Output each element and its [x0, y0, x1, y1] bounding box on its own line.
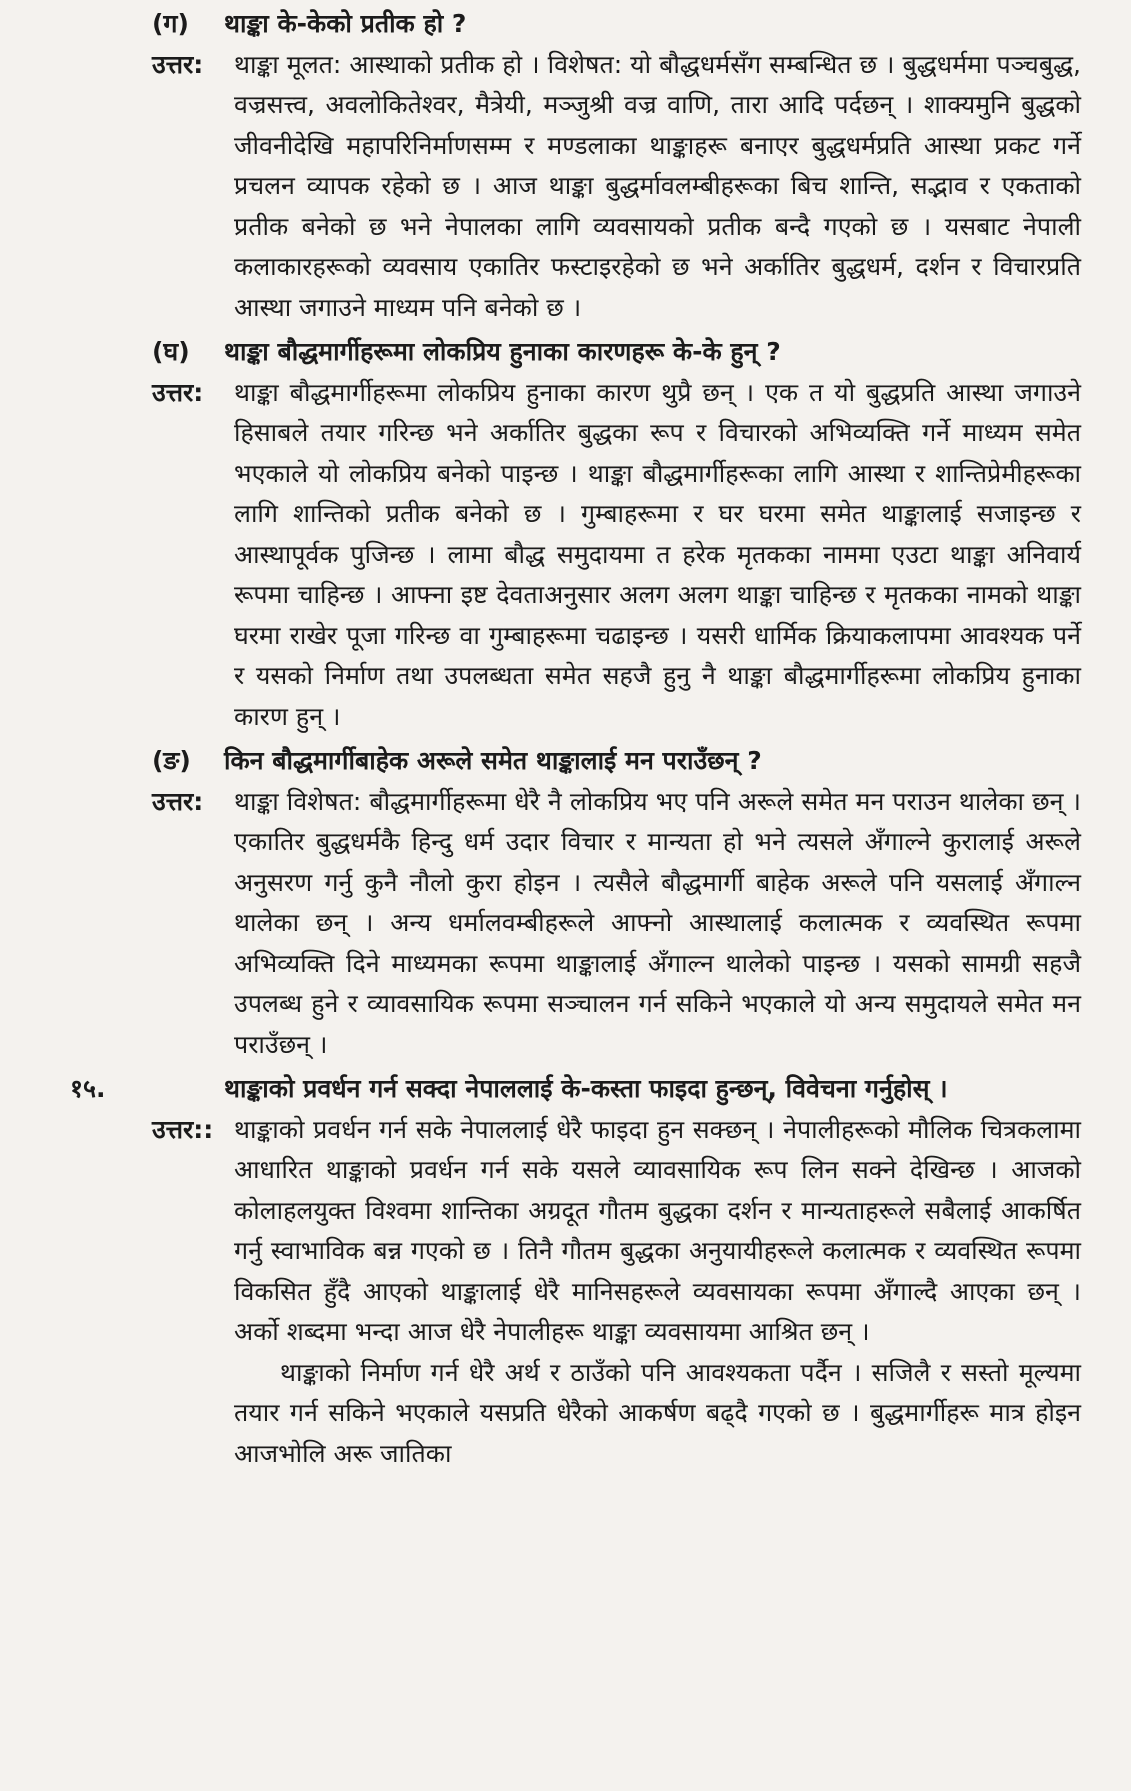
answer-text: थाङ्का बौद्धमार्गीहरूमा लोकप्रिय हुनाका कारण थुप्रै छन् । एक त यो बुद्धप्रति आस्था जगाउने हिसाबले तयार गरिन्छ भने अर्कातिर बुद्धका रूप र विचारको अभिव्यक्ति गर्ने माध्यम समेत भएकाले यो लोकप्रिय बनेको पाइन्छ । थाङ्का बौद्धमार्गीहरूका लागि आस्था र शान्तिप्रेमीहरूका लागि शान्तिको प्रतीक बनेको छ । गुम्बाहरूमा र घर घरमा समेत थाङ्कालाई सजाइन्छ र आस्थापूर्वक पुजिन्छ । लामा बौद्ध समुदायमा त हरेक मृतकका नाममा एउटा थाङ्का अनिवार्य रूपमा चाहिन्छ । आफ्ना इष्ट देवताअनुसार अलग अलग थाङ्का चाहिन्छ र मृतकका नामको थाङ्का घरमा राखेर पूजा गरिन्छ वा गुम्बाहरूमा चढाइन्छ । यसरी धार्मिक क्रियाकलापमा आवश्यक पर्ने र यसको निर्माण तथा उपलब्धता समेत सहजै हुनु नै थाङ्का बौद्धमार्गीहरूमा लोकप्रिय हुनाका कारण हुन् ।: [234, 377, 1081, 731]
qa-section-gha: [70, 332, 1081, 737]
answer-paragraph-2: थाङ्काको निर्माण गर्न धेरै अर्थ र ठाउँको पनि आवश्यकता पर्दैन । सजिलै र सस्तो मूल्यमा तयार गर्न सकिने भएकाले यसप्रति धेरैको आकर्षण बढ्दै गएको छ । बुद्धमार्गीहरू मात्र होइन आजभोलि अरू जातिका: [234, 1357, 1081, 1468]
question-label: (घ): [152, 337, 190, 366]
question-row: [70, 1069, 1081, 1110]
question-number: १५.: [70, 1074, 106, 1103]
answer-text: थाङ्का मूलत: आस्थाको प्रतीक हो । विशेषत: यो बौद्धधर्मसँग सम्बन्धित छ । बुद्धधर्ममा पञ्चबुद्ध, वज्रसत्त्व, अवलोकितेश्वर, मैत्रेयी, मञ्जुश्री वज्र वाणि, तारा आदि पर्दछन् । शाक्यमुनि बुद्धको जीवनीदेखि महापरिनिर्माणसम्म र मण्डलाका थाङ्काहरू बनाएर बुद्धधर्मप्रति आस्था प्रकट गर्ने प्रचलन व्यापक रहेको छ । आज थाङ्का बुद्धर्मावलम्बीहरूका बिच शान्ति, सद्भाव र एकताको प्रतीक बनेको छ भने नेपालका लागि व्यवसायको प्रतीक बन्दै गएको छ । यसबाट नेपाली कलाकारहरूको व्यवसाय एकातिर फस्टाइरहेको छ भने अर्कातिर बुद्धधर्म, दर्शन र विचारप्रति आस्था जगाउने माध्यम पनि बनेको छ ।: [234, 49, 1081, 322]
answer-row: [70, 1110, 1081, 1353]
question-row: [70, 332, 1081, 373]
answer-row-2: [70, 1353, 1081, 1475]
main-question-15: [70, 1069, 1081, 1474]
answer-label: उत्तर:: [152, 377, 204, 407]
question-text: थाङ्काको प्रवर्धन गर्न सक्दा नेपाललाई के-कस्ता फाइदा हुन्छन्, विवेचना गर्नुहोस् ।: [224, 1074, 948, 1103]
answer-label: उत्तर::: [152, 1114, 214, 1144]
qa-section-ga: [70, 4, 1081, 328]
qa-section-nga: [70, 741, 1081, 1065]
answer-row: [70, 782, 1081, 1066]
answer-row: [70, 45, 1081, 329]
answer-label: उत्तर:: [152, 786, 204, 816]
answer-label: उत्तर:: [152, 49, 204, 79]
answer-paragraph-1: थाङ्काको प्रवर्धन गर्न सके नेपाललाई धेरै फाइदा हुन सक्छन् । नेपालीहरूको मौलिक चित्रकलामा आधारित थाङ्काको प्रवर्धन गर्न सके यसले व्यावसायिक रूप लिन सक्ने देखिन्छ । आजको कोलाहलयुक्त विश्वमा शान्तिका अग्रदूत गौतम बुद्धका दर्शन र मान्यताहरूले सबैलाई आकर्षित गर्नु स्वाभाविक बन्न गएको छ । तिनै गौतम बुद्धका अनुयायीहरूले कलात्मक र व्यवस्थित रूपमा विकसित हुँदै आएको थाङ्कालाई धेरै मानिसहरूले व्यवसायका रूपमा अँगाल्दै आएका छन् । अर्को शब्दमा भन्दा आज धेरै नेपालीहरू थाङ्का व्यवसायमा आश्रित छन् ।: [234, 1114, 1081, 1346]
question-text: थाङ्का के-केको प्रतीक हो ?: [224, 9, 467, 38]
question-label: (ग): [152, 9, 189, 38]
question-text: किन बौद्धमार्गीबाहेक अरूले समेत थाङ्कालाई मन पराउँछन् ?: [224, 746, 762, 775]
question-row: [70, 741, 1081, 782]
question-text: थाङ्का बौद्धमार्गीहरूमा लोकप्रिय हुनाका कारणहरू के-के हुन् ?: [224, 337, 781, 366]
question-label: (ङ): [152, 746, 191, 775]
answer-row: [70, 373, 1081, 738]
question-row: [70, 4, 1081, 45]
answer-text: थाङ्का विशेषत: बौद्धमार्गीहरूमा धेरै नै लोकप्रिय भए पनि अरूले समेत मन पराउन थालेका छन् । एकातिर बुद्धधर्मकै हिन्दु धर्म उदार विचार र मान्यता हो भने त्यसले अँगाल्ने कुरालाई अरूले अनुसरण गर्नु कुनै नौलो कुरा होइन । त्यसैले बौद्धमार्गी बाहेक अरूले पनि यसलाई अँगाल्न थालेका छन् । अन्य धर्मालवम्बीहरूले आफ्नो आस्थालाई कलात्मक र व्यवस्थित रूपमा अभिव्यक्ति दिने माध्यमका रूपमा थाङ्कालाई अँगाल्न थालेको पाइन्छ । यसको सामग्री सहजै उपलब्ध हुने र व्यावसायिक रूपमा सञ्चालन गर्न सकिने भएकाले यो अन्य समुदायले समेत मन पराउँछन् ।: [234, 786, 1081, 1059]
